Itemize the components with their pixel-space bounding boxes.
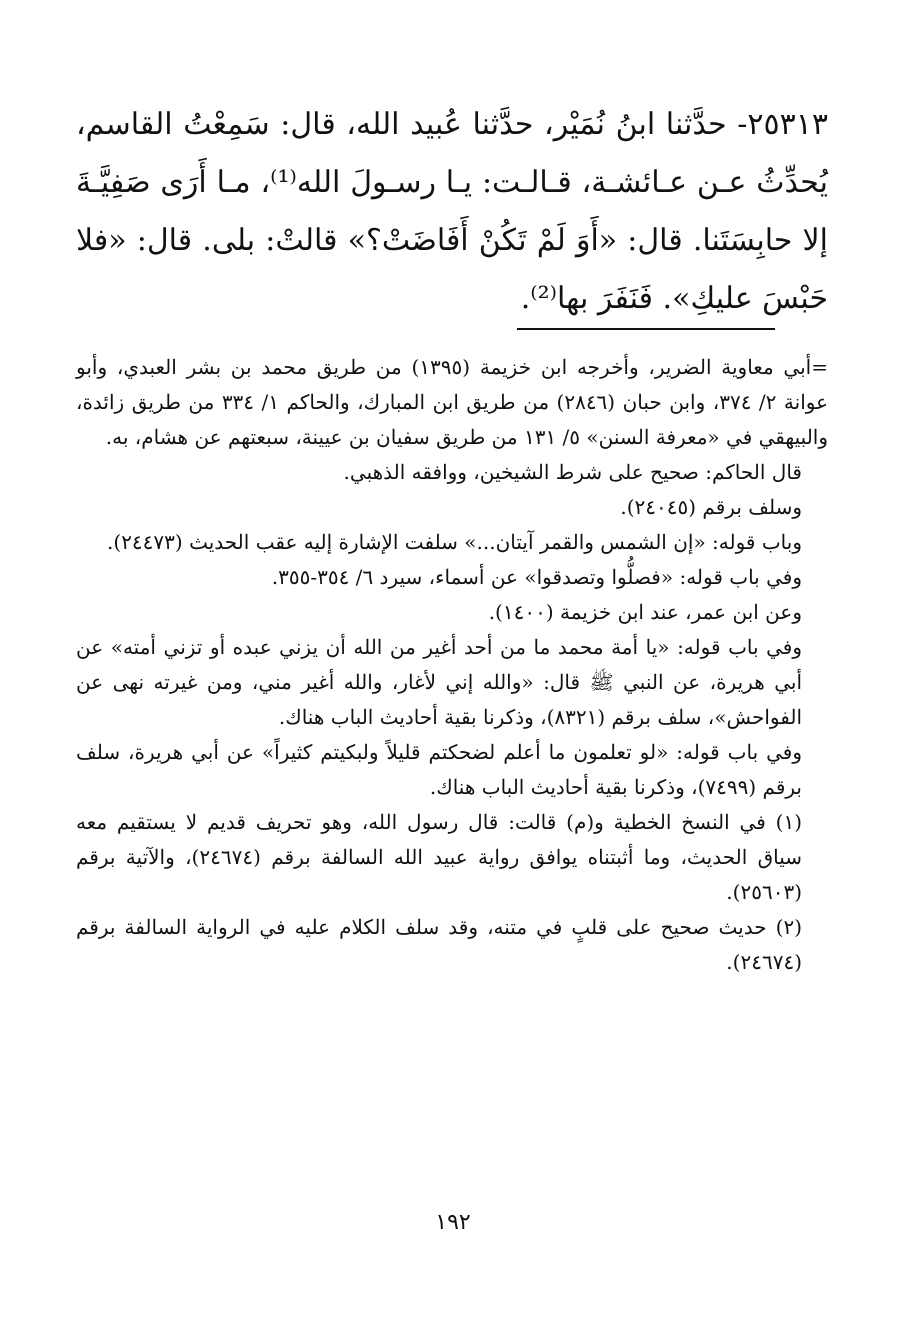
footnote-paragraph: وفي باب قوله: «لو تعلمون ما أعلم لضحكتم قليلاً ولبكيتم كثيراً» عن أبي هريرة، سلف برقم (٧٤٩٩)، وذكرنا بقية أحاديث الباب هناك.	[76, 740, 802, 799]
footnote-paragraph: وسلف برقم (٢٤٠٤٥).	[620, 495, 802, 519]
footnote-1: (١) في النسخ الخطية و(م) قالت: قال رسول الله، وهو تحريف قديم لا يستقيم معه سياق الحديث، وما أثبتناه يوافق رواية عبيد الله السالفة برقم (٢٤٦٧٤)، والآتية برقم (٢٥٦٠٣).	[76, 810, 802, 904]
footnote-divider	[517, 328, 775, 330]
footnote-paragraph: وفي باب قوله: «يا أمة محمد ما من أحد أغير من الله أن يزني عبده أو تزني أمته» عن أبي هريرة، عن النبي ﷺ قال: «والله إني لأغار، والله أغير مني، ومن غيرته نهى عن الفواحش»، سلف برقم (٨٣٢١)، وذكرنا بقية أحاديث الباب هناك.	[76, 635, 802, 729]
footnote-2: (٢) حديث صحيح على قلبٍ في متنه، وقد سلف الكلام عليه في الرواية السالفة برقم (٢٤٦٧٤).	[76, 915, 802, 974]
hadith-text	[76, 96, 828, 328]
footnote-continued: =أبي معاوية الضرير، وأخرجه ابن خزيمة (١٣٩٥) من طريق محمد بن بشر العبدي، وأبو عوانة ٢/ ٣٧٤، وابن حبان (٢٨٤٦) من طريق ابن المبارك، والحاكم ١/ ٣٣٤ من طريق زائدة، والبيهقي في «معرفة السنن» ٥/ ١٣١ من طريق سفيان بن عيينة، سبعتهم عن هشام، به.	[76, 355, 829, 449]
page-number: ١٩٢	[435, 1210, 471, 1235]
footnote-paragraph: وباب قوله: «إن الشمس والقمر آيتان...» سلفت الإشارة إليه عقب الحديث (٢٤٤٧٣).	[107, 530, 802, 554]
footnotes	[76, 350, 828, 980]
footnote-paragraph: قال الحاكم: صحيح على شرط الشيخين، ووافقه الذهبي.	[343, 460, 802, 484]
footnote-paragraph: وعن ابن عمر، عند ابن خزيمة (١٤٠٠).	[488, 600, 802, 624]
hadith-paragraph: ٢٥٣١٣- حدَّثنا ابنُ نُمَيْر، حدَّثنا عُبيد الله، قال: سَمِعْتُ القاسم، يُحدِّثُ عـن عـائشـة، قـالـت: يـا رسـولَ الله⁽¹⁾، مـا أَرَى صَفِيَّـةَ إلا حابِسَتَنا. قال: «أَوَ لَمْ تَكُنْ أَفَاضَتْ؟» قالتْ: بلى. قال: «فلا حَبْسَ عليكِ». فَنَفَرَ بها⁽²⁾.	[76, 107, 828, 316]
footnote-paragraph: وفي باب قوله: «فصلُّوا وتصدقوا» عن أسماء، سيرد ٦/ ٣٥٤-٣٥٥.	[271, 565, 802, 589]
